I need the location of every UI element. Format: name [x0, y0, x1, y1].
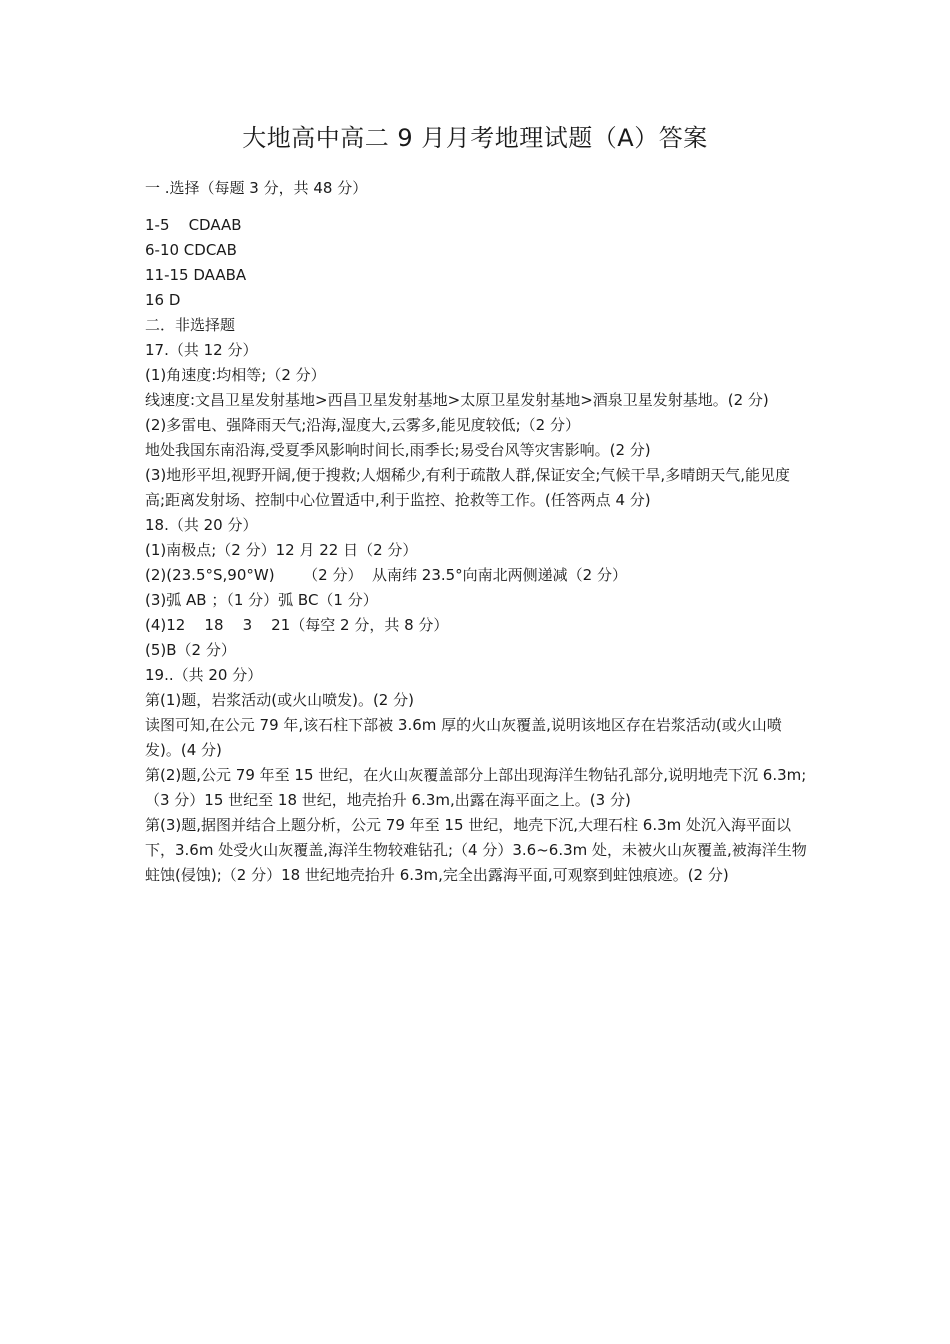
q17-part1-angular: (1)角速度:均相等;（2 分）	[145, 366, 326, 384]
choice-answers-11-15: 11-15 DAABA	[145, 266, 247, 284]
q18-part4: (4)12 18 3 21（每空 2 分，共 8 分）	[145, 616, 449, 634]
choice-answer-16: 16 D	[145, 291, 181, 309]
q17-part2-a: (2)多雷电、强降雨天气;沿海,湿度大,云雾多,能见度较低;（2 分）	[145, 416, 580, 434]
choice-answers-6-10: 6-10 CDCAB	[145, 241, 237, 259]
q18-part1: (1)南极点;（2 分）12 月 22 日（2 分）	[145, 541, 418, 559]
question-17-heading: 17.（共 12 分）	[145, 341, 258, 359]
q17-part1-linear: 线速度:文昌卫星发射基地>西昌卫星发射基地>太原卫星发射基地>酒泉卫星发射基地。(2 分)	[145, 391, 769, 409]
question-19-heading: 19..（共 20 分）	[145, 666, 263, 684]
q19-part2: 第(2)题,公元 79 年至 15 世纪，在火山灰覆盖部分上部出现海洋生物钻孔部分,说明地壳下沉 6.3m;（3 分）15 世纪至 18 世纪，地壳抬升 6.3m,出露在海平面之上。(3 分)	[145, 766, 807, 809]
q18-part5: (5)B（2 分）	[145, 641, 236, 659]
q17-part3: (3)地形平坦,视野开阔,便于搜救;人烟稀少,有利于疏散人群,保证安全;气候干旱,多晴朗天气,能见度高;距离发射场、控制中心位置适中,利于监控、抢救等工作。(任答两点 4 分)	[145, 466, 790, 509]
q19-part1-explanation: 读图可知,在公元 79 年,该石柱下部被 3.6m 厚的火山灰覆盖,说明该地区存在岩浆活动(或火山喷发)。(4 分)	[145, 716, 782, 759]
q19-part1: 第(1)题，岩浆活动(或火山喷发)。(2 分)	[145, 691, 414, 709]
choice-answers-1-5: 1-5 CDAAB	[145, 216, 242, 234]
answer-content	[145, 176, 810, 888]
q18-part3: (3)弧 AB ；（1 分）弧 BC（1 分）	[145, 591, 378, 609]
question-18-heading: 18.（共 20 分）	[145, 516, 258, 534]
page-title: 大地高中高二 9 月月考地理试题（A）答案	[242, 124, 708, 152]
q17-part2-b: 地处我国东南沿海,受夏季风影响时间长,雨季长;易受台风等灾害影响。(2 分)	[145, 441, 651, 459]
q19-part3: 第(3)题,据图并结合上题分析，公元 79 年至 15 世纪，地壳下沉,大理石柱 6.3m 处沉入海平面以下，3.6m 处受火山灰覆盖,海洋生物较难钻孔;（4 分）3.6~6.3m 处，未被火山灰覆盖,被海洋生物蛀蚀(侵蚀);（2 分）18 世纪地壳抬升 6.3m,完全出露海平面,可观察到蛀蚀痕迹。(2 分)	[145, 816, 807, 884]
section-choice-heading: 一 .选择（每题 3 分，共 48 分）	[145, 179, 368, 197]
section-nonchoice-heading: 二．非选择题	[145, 316, 236, 334]
q18-part2: (2)(23.5°S,90°W) （2 分） 从南纬 23.5°向南北两侧递减（2 分）	[145, 566, 627, 584]
